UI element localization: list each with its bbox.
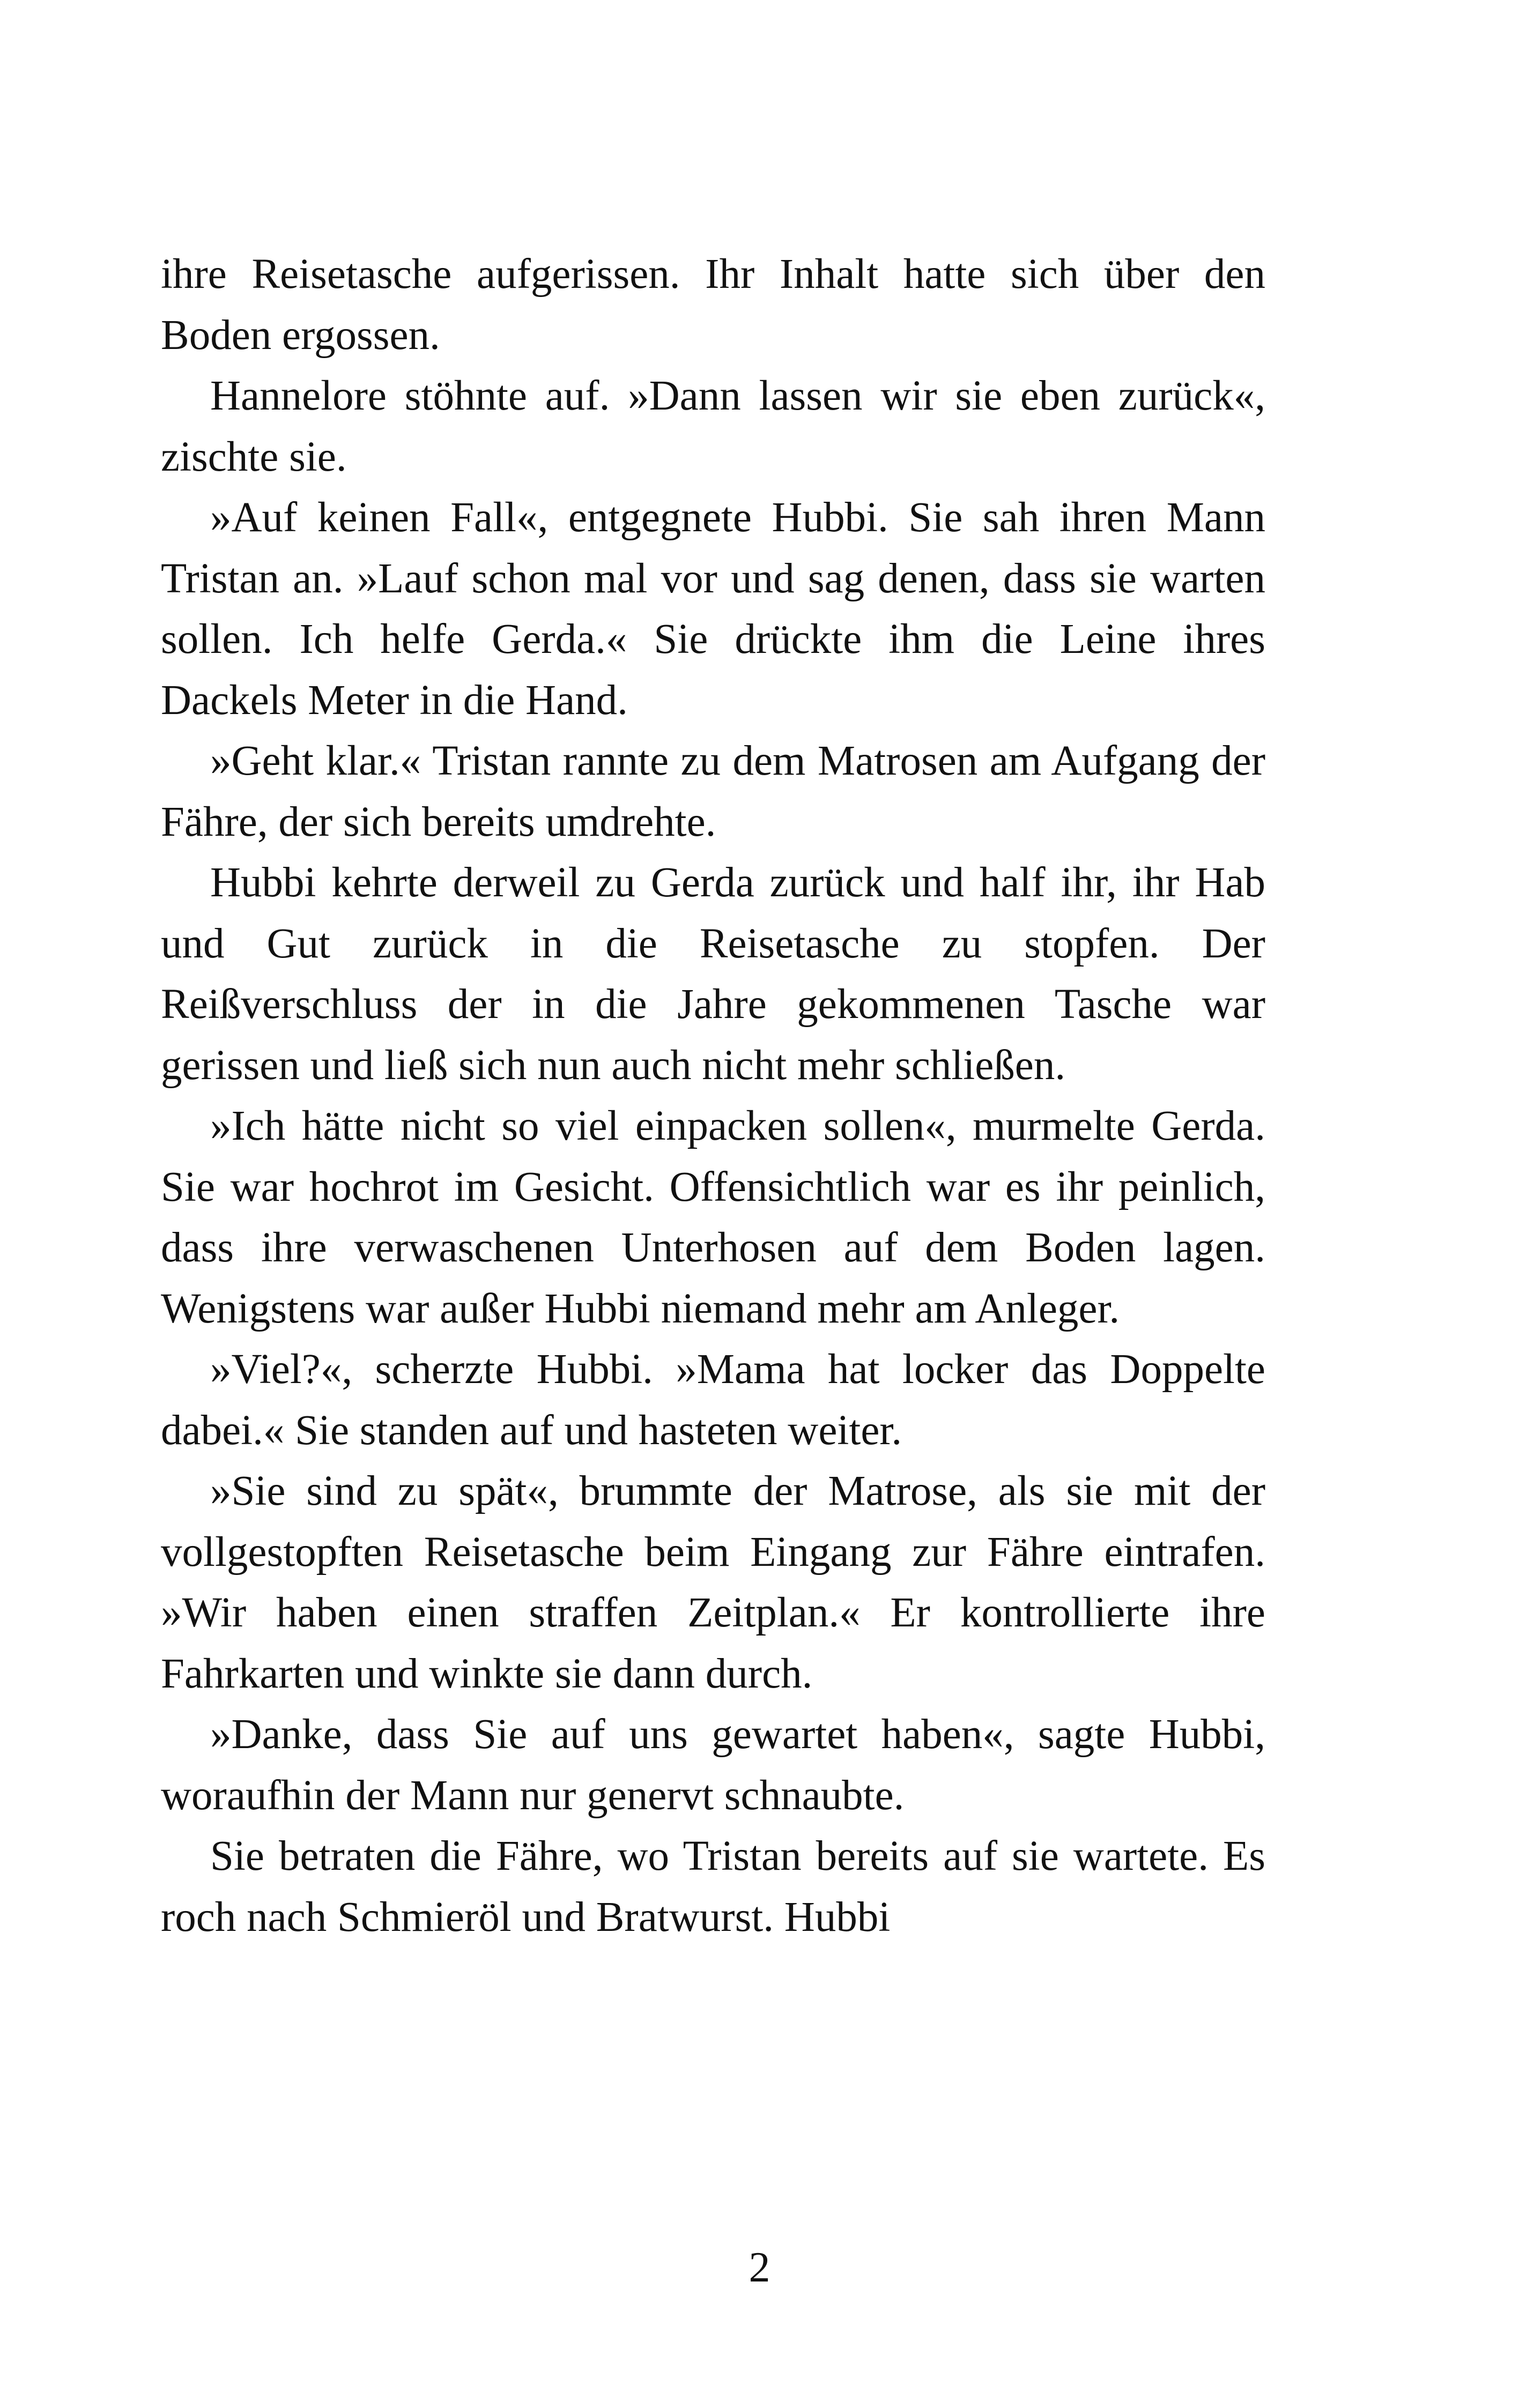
paragraph-5: Hubbi kehrte derweil zu Gerda zurück und half ihr, ihr Hab und Gut zurück in die Reisetasche zu stopfen. Der Reißverschluss der in die Jahre gekommenen Tasche war gerissen und ließ sich nun auch nicht mehr schließen. bbox=[161, 859, 1265, 1089]
page-number: 2 bbox=[749, 2244, 770, 2291]
body-text bbox=[161, 244, 1265, 1948]
paragraph-6: »Ich hätte nicht so viel einpacken sollen«, murmelte Gerda. Sie war hochrot im Gesicht. Offensichtlich war es ihr peinlich, dass ihre verwaschenen Unterhosen auf dem Boden lagen. Wenigstens war außer Hubbi niemand mehr am Anleger. bbox=[161, 1103, 1265, 1332]
paragraph-3: »Auf keinen Fall«, entgegnete Hubbi. Sie sah ihren Mann Tristan an. »Lauf schon mal vor und sag denen, dass sie warten sollen. Ich helfe Gerda.« Sie drückte ihm die Leine ihres Dackels Meter in die Hand. bbox=[161, 494, 1265, 724]
paragraph-2: Hannelore stöhnte auf. »Dann lassen wir sie eben zurück«, zischte sie. bbox=[161, 373, 1265, 480]
paragraph-1: ihre Reisetasche aufgerissen. Ihr Inhalt hatte sich über den Boden ergossen. bbox=[161, 251, 1265, 359]
paragraph-7: »Viel?«, scherzte Hubbi. »Mama hat locker das Doppelte dabei.« Sie standen auf und hasteten weiter. bbox=[161, 1346, 1265, 1454]
paragraph-9: »Danke, dass Sie auf uns gewartet haben«, sagte Hubbi, woraufhin der Mann nur genervt schnaubte. bbox=[161, 1711, 1265, 1819]
paragraph-10: Sie betraten die Fähre, wo Tristan bereits auf sie wartete. Es roch nach Schmieröl und Bratwurst. Hubbi bbox=[161, 1833, 1265, 1941]
paragraph-8: »Sie sind zu spät«, brummte der Matrose, als sie mit der vollgestopften Reisetasche beim Eingang zur Fähre eintrafen. »Wir haben einen straffen Zeitplan.« Er kontrollierte ihre Fahrkarten und winkte sie dann durch. bbox=[161, 1468, 1265, 1697]
paragraph-4: »Geht klar.« Tristan rannte zu dem Matrosen am Aufgang der Fähre, der sich bereits umdrehte. bbox=[161, 738, 1265, 845]
